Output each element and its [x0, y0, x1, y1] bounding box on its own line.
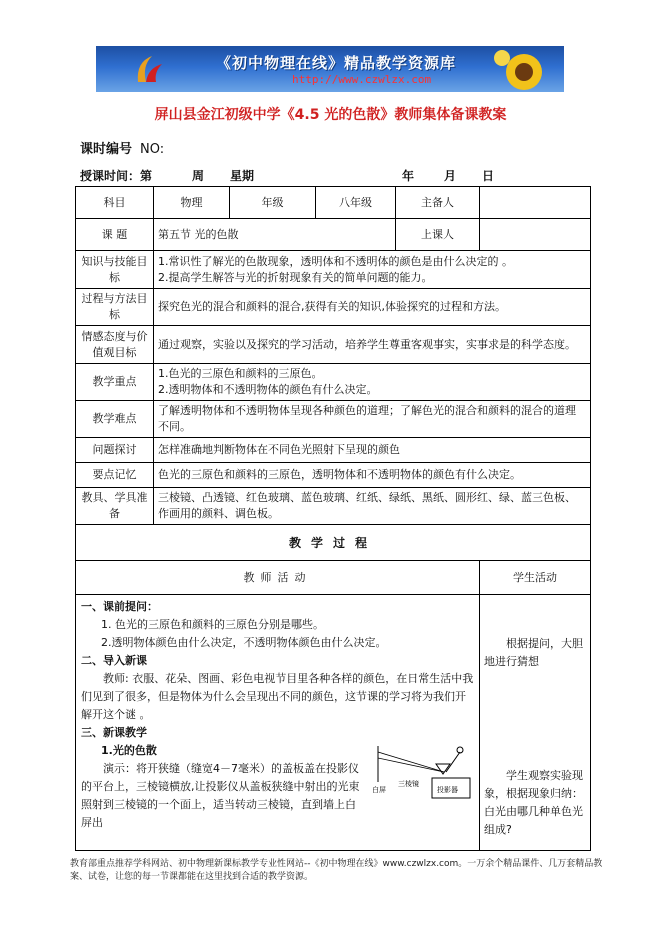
banner-title: 《初中物理在线》精品教学资源库 [216, 54, 457, 72]
sunflower-icon [494, 48, 554, 92]
topic-label: 课 题 [76, 219, 154, 251]
logo-icon [132, 52, 166, 86]
row-label: 知识与技能目标 [76, 251, 154, 289]
demo-paragraph: 演示：将开狭缝（缝宽4－7毫米）的盖板盖在投影仪的平台上，三棱镜横放,让投影仪从盖板狭缝中射出的光束照射到三棱镜的一个面上，适当转动三棱镜，直到墙上白屏出 [81, 762, 360, 829]
teacher-label: 上课人 [396, 219, 480, 251]
class-time-weekday: 星期 [230, 169, 255, 183]
row-line: 探究色光的混合和颜料的混合,获得有关的知识,体验探究的过程和方法。 [158, 300, 506, 313]
teacher-activity-header: 教师活动 [76, 561, 480, 595]
diagram-label-projector: 投影器 [437, 786, 458, 794]
subject-label: 科目 [76, 187, 154, 219]
objective-process-row [76, 289, 591, 326]
question-item: 2.透明物体颜色由什么决定，不透明物体颜色由什么决定。 [101, 636, 387, 649]
teacher-value [480, 219, 591, 251]
class-time-row [80, 167, 590, 187]
section-heading: 一、课前提问： [81, 600, 158, 613]
process-header-row [76, 561, 591, 595]
key-points-row [76, 364, 591, 401]
row-label: 要点记忆 [76, 463, 154, 488]
course-number-label: 课时编号 [80, 142, 133, 157]
row-label: 情感态度与价值观目标 [76, 326, 154, 364]
row-line: 1.常识性了解光的色散现象，透明体和不透明体的颜色是由什么决定的 。 [158, 254, 513, 268]
materials-row [76, 488, 591, 525]
section-heading: 三、新课教学 [81, 726, 147, 739]
objective-attitude-row [76, 326, 591, 364]
row-content [154, 289, 591, 326]
row-content [154, 251, 591, 289]
document-title: 屏山县金江初级中学《4.5 光的色散》教师集体备课教案 [154, 107, 507, 123]
student-activity-header: 学生活动 [480, 561, 591, 595]
topic-row [76, 219, 591, 251]
dispersion-diagram [370, 742, 474, 800]
process-title-row [76, 525, 591, 561]
banner-url[interactable]: http://www.czwlzx.com [292, 73, 432, 86]
student-activity-content [480, 595, 591, 851]
student-activity-2: 学生观察实验现象，根据现象归纳：白光由哪几种单色光组成? [484, 769, 583, 836]
row-label: 教学难点 [76, 401, 154, 438]
info-row [76, 187, 591, 219]
row-label: 教具、学具准备 [76, 488, 154, 525]
row-line: 2.透明物体和不透明物体的颜色有什么决定。 [158, 383, 378, 396]
row-line: 三棱镜、凸透镜、红色玻璃、蓝色玻璃、红纸、绿纸、黑纸、圆形红、绿、蓝三色板、作画用的颜料、调色板。 [158, 491, 576, 520]
process-title: 教学过程 [76, 525, 591, 561]
discussion-row [76, 438, 591, 463]
grade-value: 八年级 [316, 187, 396, 219]
page-footer: 教育部重点推荐学科网站、初中物理新课标教学专业性网站--《初中物理在线》www.czwlzx.com。一万余个精品课件、几万套精品教案、试卷，让您的每一节课都能在这里找到合适的教学资源。 [70, 859, 603, 882]
row-content [154, 364, 591, 401]
row-content [154, 326, 591, 364]
row-content [154, 488, 591, 525]
class-time-label: 授课时间：第 [80, 169, 153, 183]
course-number-value: NO: [140, 142, 165, 157]
section-heading: 二、导入新课 [81, 654, 147, 667]
diagram-label-screen: 白屏 [372, 786, 386, 794]
preparer-label: 主备人 [396, 187, 480, 219]
header-banner [96, 46, 564, 92]
lesson-plan-table [75, 186, 591, 851]
preparer-value [480, 187, 591, 219]
row-line: 通过观察，实验以及探究的学习活动，培养学生尊重客观事实，实事求是的科学态度。 [158, 337, 576, 351]
row-content [154, 438, 591, 463]
memory-points-row [76, 463, 591, 488]
diagram-label-prism: 三棱镜 [398, 780, 419, 788]
class-time-week: 周 [192, 169, 205, 183]
row-content [154, 463, 591, 488]
row-label: 过程与方法目标 [76, 289, 154, 326]
row-line: 2.提高学生解答与光的折射现象有关的简单问题的能力。 [158, 270, 433, 284]
objective-knowledge-row [76, 251, 591, 289]
grade-label: 年级 [230, 187, 316, 219]
subsection-heading: 1.光的色散 [101, 744, 157, 757]
row-label: 教学重点 [76, 364, 154, 401]
process-content-row [76, 595, 591, 851]
row-label: 问题探讨 [76, 438, 154, 463]
question-item: 1. 色光的三原色和颜料的三原色分别是哪些。 [101, 618, 324, 631]
class-time-month: 月 [444, 169, 457, 183]
row-line: 怎样准确地判断物体在不同色光照射下呈现的颜色 [158, 443, 400, 456]
row-content [154, 401, 591, 438]
teacher-activity-content [76, 595, 480, 851]
subject-value: 物理 [154, 187, 230, 219]
course-number [80, 138, 164, 157]
topic-value: 第五节 光的色散 [154, 219, 396, 251]
class-time-year: 年 [402, 169, 415, 183]
student-activity-1: 根据提问，大胆地进行猜想 [484, 637, 583, 668]
row-line: 1.色光的三原色和颜料的三原色。 [158, 367, 323, 380]
intro-paragraph: 教师: 衣服、花朵、图画、彩色电视节目里各种各样的颜色，在日常生活中我们见到了很多，但是物体为什么会呈现出不同的颜色，这节课的学习将为我们开解开这个谜 。 [81, 672, 474, 721]
class-time-day: 日 [482, 169, 495, 183]
difficulties-row [76, 401, 591, 438]
row-line: 了解透明物体和不透明物体呈现各种颜色的道理；了解色光的混合和颜料的混合的道理不同。 [158, 404, 576, 433]
row-line: 色光的三原色和颜料的三原色，透明物体和不透明物体的颜色有什么决定。 [158, 468, 521, 481]
